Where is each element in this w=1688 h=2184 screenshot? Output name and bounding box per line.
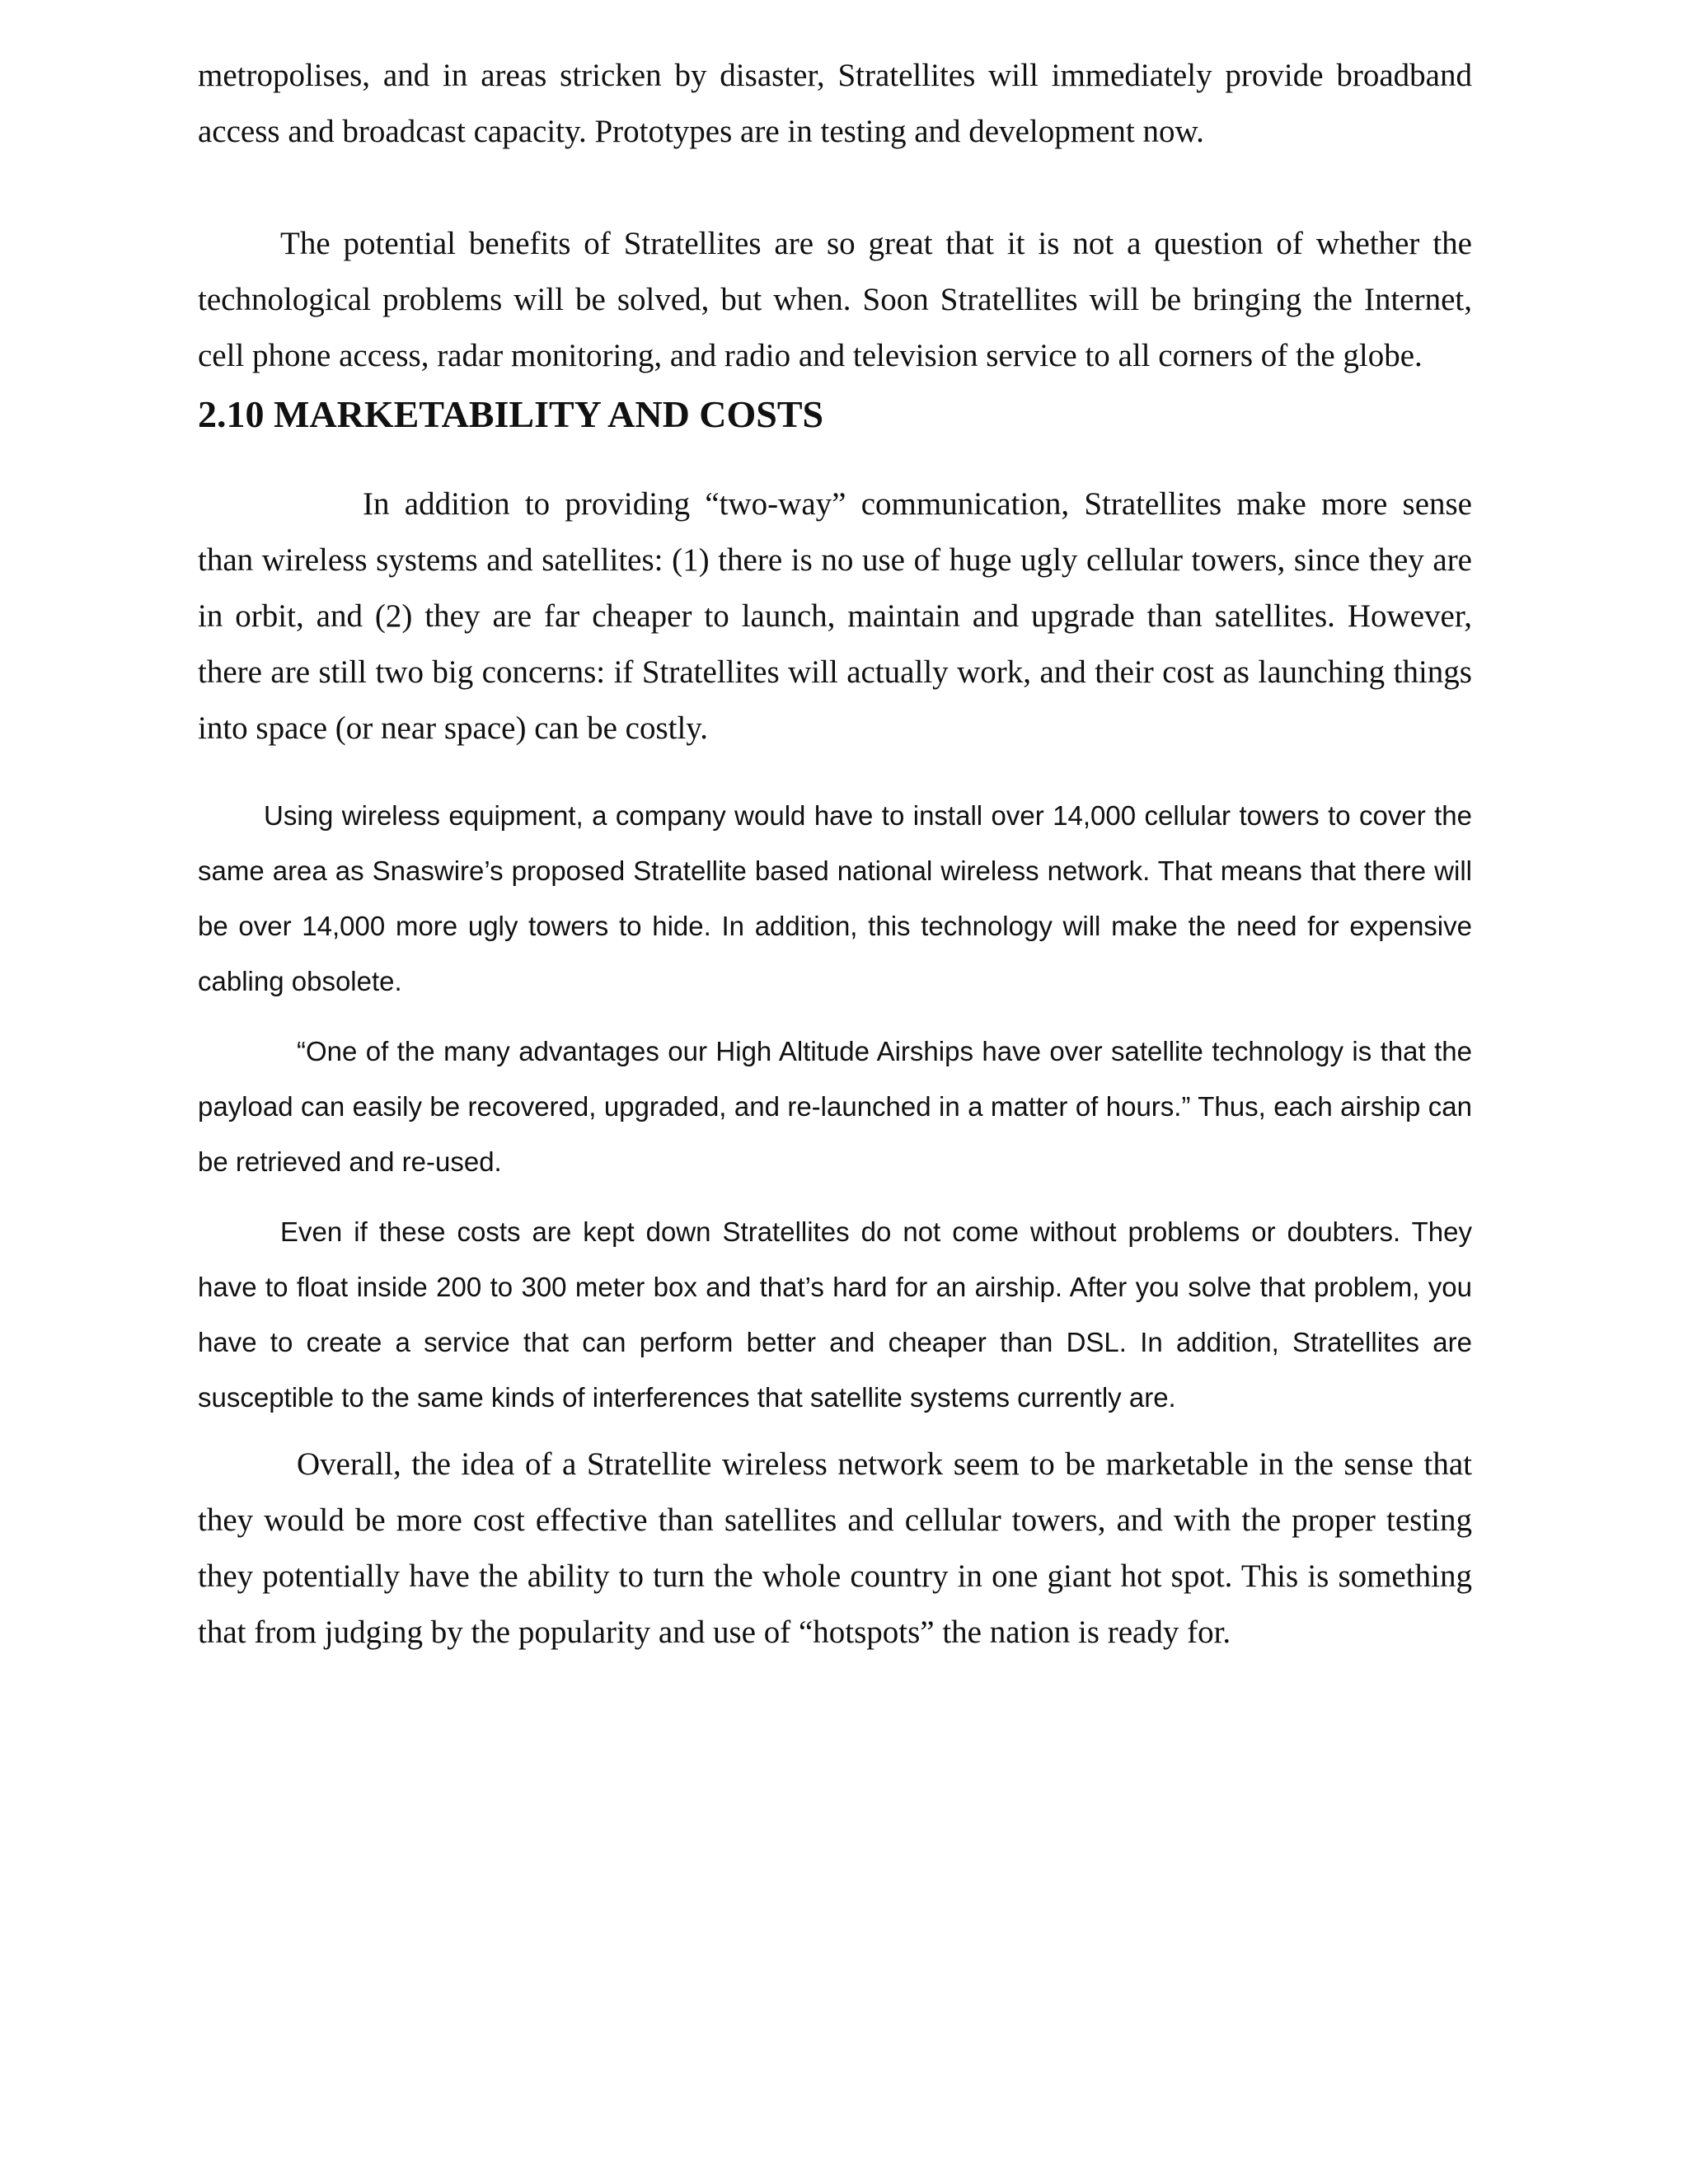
- overall-paragraph: Overall, the idea of a Stratellite wireless network seem to be marketable in the sense that they would be more cost effective than satellites and cellular towers, and with the proper testing they potentially have the ability to turn the whole country in one giant hot spot. This is something that from judging by the popularity and use of “hotspots” the nation is ready for.: [198, 1446, 1472, 1650]
- doubters-paragraph: Even if these costs are kept down Stratellites do not come without problems or doubters. They have to float inside 200 to 300 meter box and that’s hard for an airship. After you solve that problem, you have to create a service that can perform better and cheaper than DSL. In addition, Stratellites are susceptible to the same kinds of interferences that satellite systems currently are.: [198, 1216, 1472, 1413]
- benefits-paragraph: The potential benefits of Stratellites are so great that it is not a question of whether the technological problems will be solved, but when. Soon Stratellites will be bringing the Internet, cell phone access, radar monitoring, and radio and television service to all corners of the globe.: [198, 226, 1472, 373]
- marketability-paragraph: In addition to providing “two-way” communication, Stratellites make more sense than wireless systems and satellites: (1) there is no use of huge ugly cellular towers, since they are in orbit, and (2) they are far cheaper to launch, maintain and upgrade than satellites. However, there are still two big concerns: if Stratellites will actually work, and their cost as launching things into space (or near space) can be costly.: [198, 486, 1472, 746]
- airships-quote-paragraph: “One of the many advantages our High Altitude Airships have over satellite technology is that the payload can easily be recovered, upgraded, and re-launched in a matter of hours.” Thus, each airship can be retrieved and re-used.: [198, 1036, 1472, 1177]
- intro-continuation-paragraph: metropolises, and in areas stricken by disaster, Stratellites will immediately provide broadband access and broadcast capacity. Prototypes are in testing and development now.: [198, 58, 1472, 149]
- section-heading: 2.10 MARKETABILITY AND COSTS: [198, 393, 824, 435]
- document-page: [198, 48, 1472, 1661]
- towers-paragraph: Using wireless equipment, a company would have to install over 14,000 cellular towers to cover the same area as Snaswire’s proposed Stratellite based national wireless network. That means that there will be over 14,000 more ugly towers to hide. In addition, this technology will make the need for expensive cabling obsolete.: [198, 800, 1472, 996]
